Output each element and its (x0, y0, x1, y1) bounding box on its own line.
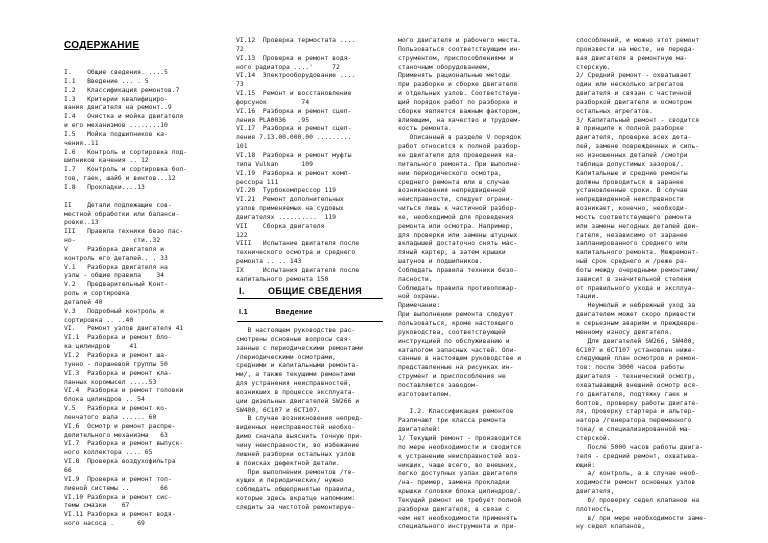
section-rule-bottom (237, 321, 383, 322)
subsection-title: I.1 Введение (239, 307, 313, 316)
toc-column-1: I. Общие сведения. ....5 I.1 Введение ... . 5 I.2 Классификация ремонтов.7 I.3 Критерии квалифициро- вания двигателя на ремонт..9 I.4 Очистка и мойка двигателя и его механизмов ........10 I.5 Мойка подшипников ка- чения..11 I.6 Контроль и сортировка под- шипников качения .. 12 I.7 Контроль и сортировка бол- тов, гаек, шайб и винтов...12 I.8 Прокладки....13 II Детали подлежащие сов- местной обработки или баланси- ровке..13 III Правила техники безо пас- но- сти..32 V Разборка двигателя и контроль его деталей.. . 33 V.1 Разборка двигателя на узлы - общие правила 34 V.2 Предварительный Конт- роль и сортировка деталей 40 V.3 Подробный контроль и сортировка .. ..40 VI. Ремонт узлов двигателя 41 VI.1 Разборка и ремонт бло- ка цилиндров 41 VI.2 Разборка и ремонт ша- тунно - поршневой группы 50 VI.3 Разборка и ремонт кла- панных коромысел .....53 VI.4 Разборка и ремонт головки блока цилиндров .. 54 V.5 Разборка и ремонт ко- ленчатого вала ...... 60 VI.6 Осмотр и ремонт распре- делительного механизма 63 VI.7 Разборка и ремонт выпуск- ного коллектора .... 65 VI.8 Проверка воздухофильтра 66 VI.9 Проверка и ремонт топ- ливной системы .. 66 VI.10 Разборка и ремонт сис- темы смазки 67 VI.11 Разборка и ремонт водя- ного насоса . 69 (64, 68, 188, 528)
body-column-3: мого двигателя и рабочего места. Пользоваться соответствующим ин- струментом, приспособлениями и станочным оборудованием, Применять рациональные методы при разборке и сборке двигателя и отдельных узлов. Соответствую- щий порядок работ по разборке и сборке является важным фактором, влияющим, на качество и трудоем- кость ремонта. Описанный в разделе V порядок работ относится к полной разбор- ке двигателя для проведения ка- питального ремонта. При выполне- нии периодического осмотра, среднего ремонта или в случае возникновения непредвиденной неисправности, следует ограни- читься лишь к частичной разбор- ке, необходимой для проведения ремонта или осмотра. Например, для проверки или замены штуцных вкладышей достаточно снять мас- ляный картер, а затем крышки шатунов и подшипников. Соблюдать правила техники безо- пасности. Соблюдать правила противопожар- ной охраны. Примечание: При выполнении ремонта следует пользоваться, кроме настоящего руководства, соответствующей инструкцией по обслуживанию и каталогом запасных частей. Опи- санные в настоящем руководстве и представленные на рисунках ин- струмент и приспособления не поставляются заводом- изготовителем. I.2. Классификация ремонтов Различают три класса ремонта двигателей: 1/ Текущий ремонт - производится по мере необходимости и сводится к устранению неисправностей воз- никших, чаще всего, во внешних, легко доступных узлах двигателя /на- пример, замена прокладки крышки головки блока цилиндров/. Текущий ремонт не требует полной разборки двигателя, в связи с чем нет необходимости применять специального инструмента и при- (398, 36, 522, 531)
toc-column-2: VI.12 Проверка термостата .... 72 VI.13 Проверка и ремонт водя- ного радиатора ....' 72 VI.14 Электрооборудование .... 73 VI.15 Ремонт и восстановление форсунок 74 VI.16 Разборка и ремонт сцеп- ления PLA0036 .95 VI.17 Разборка и ремонт сцеп- ления 7.13.00.000.00 ......... 101 VI.18 Разборка и ремонт муфты типа Vulkan 109 VI.19 Разборка и ремонт комп- рессора 111 VI.20 Турбокомпрессор 119 VI.21 Ремонт дополнительных узлов применяемых на судовых двигателях .......... 119 VII Сборка двигателя 122 VIII Испытание двигателя после технического осмотра и среднего ремонта .. .. 143 IX Испытания двигателя после капитального ремонта 150 (236, 36, 360, 283)
section-rule-top (237, 298, 383, 299)
body-column-2: В настоящем руководстве рас- смотрены основные вопросы свя- занные с периодическими ремонтами /периодическими осмотрами, средними и капитальными ремонта- ми/, а также текущими ремонтами для устранения неисправностей, возникших в процессе эксплуата- ции дизельных двигателей SW266 и SW400, 6C107 и 6CT107. В случае возникновения непред- виденных неисправностей необхо- димо сначала выяснить точную при- чину неисправности, во избежание лишней разборки остальных узлов в поисках дефектной детали. При выполнении ремонтов /те- кущих и периодических/ нужно соблюдать общепринятые правила, которые здесь вкратце напомним: следить за чистотой ремонтируе- (236, 326, 363, 511)
section-title: I. ОБЩИЕ СВЕДЕНИЯ (239, 286, 363, 296)
body-column-4: способлений, и можно этот ремонт произвести на месте, не переда- вая двигателя в ремонтную ма- стерскую. 2/ Средний ремонт - охватывает один или несколько агрегатов двигателя и связан с частичной разборкой двигателя и осмотром остальных агрегатов. 3/ Капитальный ремонт - сводится в принципе к полной разборке двигателя, проверке всех дета- лей, замене поврежденных и силь- но изношенных деталей /смотри таблица допустимых зазоров/. Капитальные и средние ремонты должны проводиться в заранее установленные сроки. В случае непредвиденной неисправности возникает, конечно, необходи- мость соответствующего ремонта или замены негодных деталей дви- гателя, независимо от заранее запланированного среднего или капитального ремонта. Межремонт- ный срок среднего и /реже ра- боты между очередными ремонтами/ зависит в значительной степени от правильного ухода и эксплуа- тации. Неумелый и небрежный уход за двигателем может скоро привести к серьезным авариям и преждевре- менному износу двигателя. Для двигателей SW266, SW400, 6C107 и 6CT107 установлен ниже- следующий план осмотров и ремон- тов: после 3000 часов работы двигателя - технический осмотр, охватывающий внешний осмотр вся- го двигателя, подтяжку гаек и болтов, проверку работы двигате- ля, проверку стартера и альтер- натора /генератора переменного тока/ и специализированной ма- стерской. После 5000 часов работы двига- теля - средний ремонт, охватыва- ющий: а/ контроль, а в случае необ- ходимости ремонт основных узлов двигателя, б/ проверку седел клапанов на плотность, в/ при мере необходимости заме- ну седел клапанов, (576, 36, 707, 531)
toc-title: СОДЕРЖАНИЕ (64, 40, 140, 51)
